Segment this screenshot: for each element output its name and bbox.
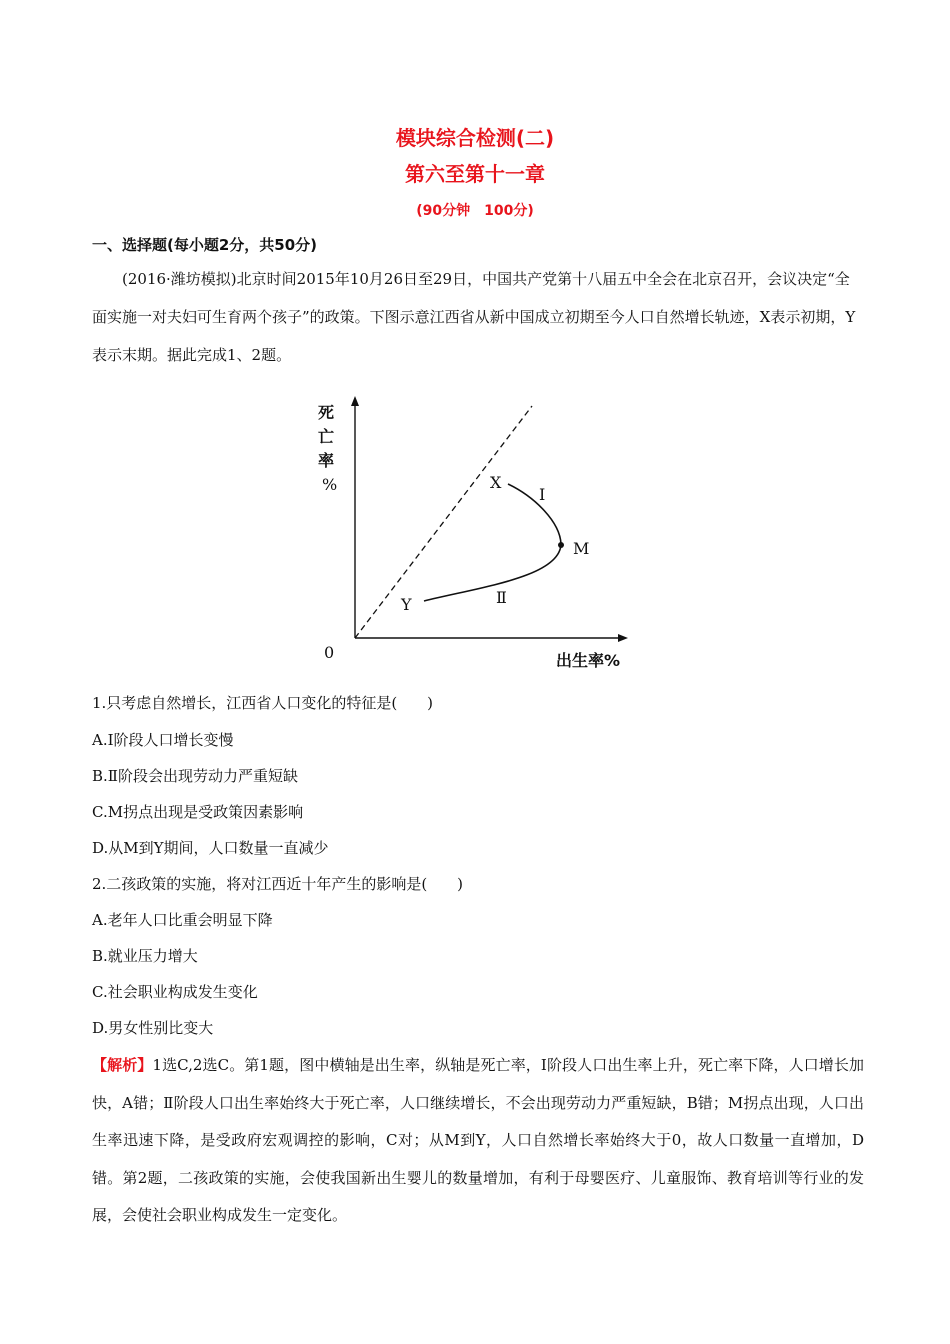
point-y-label: Y <box>401 595 412 614</box>
point-m-label: M <box>573 539 590 558</box>
section-heading: 一、选择题(每小题2分，共50分) <box>92 236 318 254</box>
y-axis-label-char: 率 <box>318 451 335 470</box>
intro-paragraph: (2016·潍坊模拟)北京时间2015年10月26日至29日，中国共产党第十八届五中全会在北京召开，会议决定“全面实施一对夫妇可生育两个孩子”的政策。下图示意江西省从新中国成立初期至今人口自然增长轨迹，X表示初期，Y表示末期。据此完成1、2题。 <box>92 270 856 364</box>
page-title: 模块综合检测(二) <box>395 126 555 150</box>
question-2-option-a: A.老年人口比重会明显下降 <box>92 911 273 929</box>
x-axis-label: 出生率% <box>556 651 621 670</box>
x-axis-arrow <box>618 634 628 642</box>
point-x-label: X <box>490 473 502 492</box>
stage-2-label: Ⅱ <box>496 588 507 607</box>
y-axis-label-char: 死 <box>318 403 335 422</box>
origin-label: 0 <box>324 643 335 662</box>
analysis-tag: 【解析】 <box>92 1056 153 1074</box>
question-1-option-c: C.M拐点出现是受政策因素影响 <box>92 803 304 821</box>
page-subtitle: 第六至第十一章 <box>405 162 545 186</box>
question-1-option-d: D.从M到Y期间，人口数量一直减少 <box>92 839 329 857</box>
question-2-stem: 2.二孩政策的实施，将对江西近十年产生的影响是( ) <box>92 875 464 893</box>
question-2-option-c: C.社会职业构成发生变化 <box>92 983 258 1001</box>
m-point-dot <box>558 542 564 548</box>
y-axis-arrow <box>351 396 359 406</box>
stage-1-label: Ⅰ <box>539 485 546 504</box>
analysis-block <box>92 1047 864 1235</box>
question-2-option-d: D.男女性别比变大 <box>92 1019 214 1037</box>
analysis-text: 1选C,2选C。第1题，图中横轴是出生率，纵轴是死亡率，Ⅰ阶段人口出生率上升，死亡率下降，人口增长加快，A错；Ⅱ阶段人口出生率始终大于死亡率，人口继续增长，不会出现劳动力严重短缺，B错；M拐点出现，人口出生率迅速下降，是受政府宏观调控的影响，C对；从M到Y，人口自然增长率始终大于0，故人口数量一直增加，D错。第2题，二孩政策的实施，会使我国新出生婴儿的数量增加，有利于母婴医疗、儿童服饰、教育培训等行业的发展，会使社会职业构成发生一定变化。 <box>92 1056 864 1224</box>
question-2-option-b: B.就业压力增大 <box>92 947 198 965</box>
y-axis-label-char: 亡 <box>318 427 335 446</box>
question-1-stem: 1.只考虑自然增长，江西省人口变化的特征是( ) <box>92 694 434 712</box>
time-score: (90分钟 100分) <box>416 203 534 219</box>
question-1-option-a: A.Ⅰ阶段人口增长变慢 <box>92 731 234 749</box>
population-growth-figure <box>320 392 640 682</box>
y-axis-unit: % <box>322 475 338 494</box>
question-1-option-b: B.Ⅱ阶段会出现劳动力严重短缺 <box>92 767 298 785</box>
